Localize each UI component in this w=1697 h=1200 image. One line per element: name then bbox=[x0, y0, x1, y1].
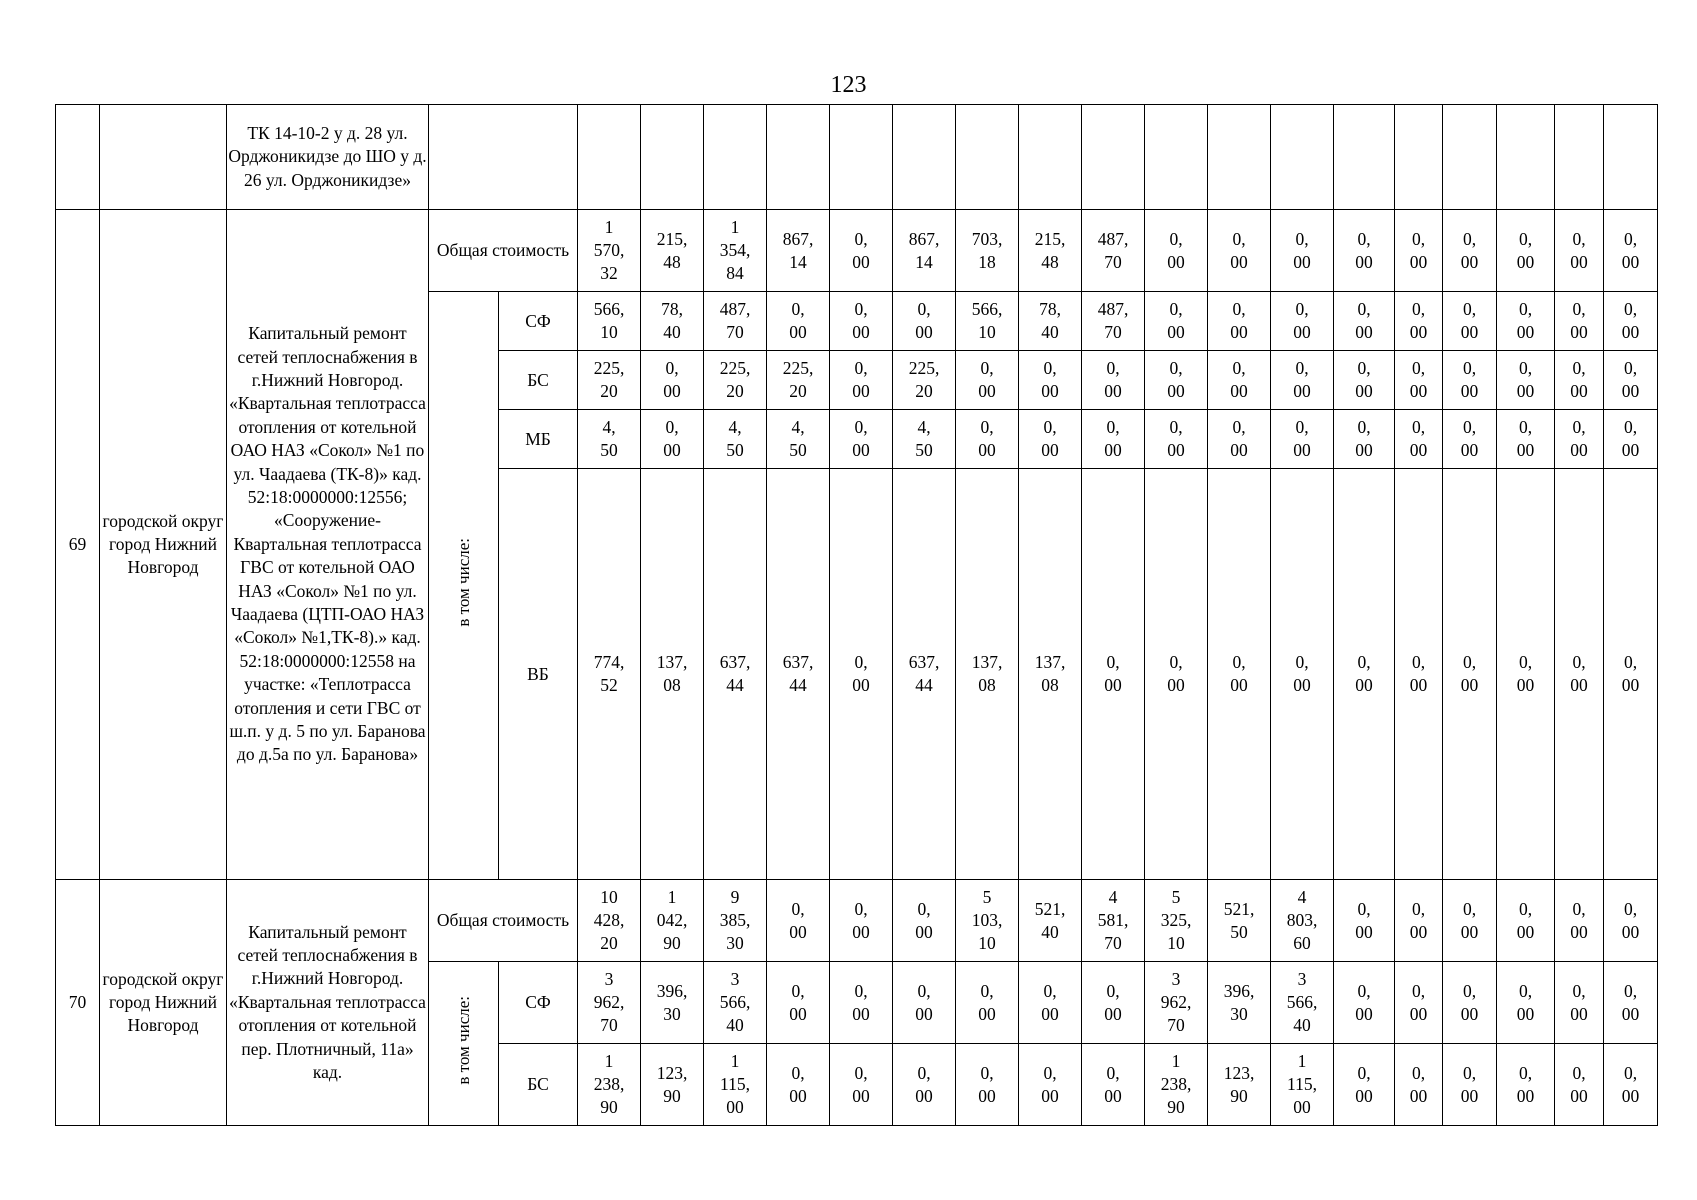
value-cell bbox=[1019, 105, 1082, 210]
value-cell: 0, 00 bbox=[1555, 351, 1604, 410]
value-cell: 0, 00 bbox=[830, 1044, 893, 1126]
value-cell: 867, 14 bbox=[893, 210, 956, 292]
value-cell: 0, 00 bbox=[1497, 210, 1555, 292]
value-cell: 0, 00 bbox=[1604, 469, 1658, 880]
value-cell: 1 238, 90 bbox=[1145, 1044, 1208, 1126]
value-cell: 487, 70 bbox=[1082, 210, 1145, 292]
value-cell: 0, 00 bbox=[1604, 1044, 1658, 1126]
value-cell: 0, 00 bbox=[1082, 469, 1145, 880]
value-cell: 0, 00 bbox=[641, 351, 704, 410]
value-cell: 0, 00 bbox=[1019, 410, 1082, 469]
value-cell: 5 325, 10 bbox=[1145, 880, 1208, 962]
value-cell: 215, 48 bbox=[1019, 210, 1082, 292]
value-cell: 0, 00 bbox=[830, 292, 893, 351]
value-cell: 5 103, 10 bbox=[956, 880, 1019, 962]
value-cell: 0, 00 bbox=[1395, 210, 1443, 292]
row-number-cell: 70 bbox=[56, 880, 100, 1126]
funding-source-code: МБ bbox=[499, 410, 578, 469]
value-cell: 0, 00 bbox=[1334, 469, 1395, 880]
value-cell: 637, 44 bbox=[767, 469, 830, 880]
in-total-label: в том числе: bbox=[454, 996, 473, 1085]
municipality-cell bbox=[100, 105, 227, 210]
value-cell: 0, 00 bbox=[1555, 880, 1604, 962]
value-cell: 225, 20 bbox=[767, 351, 830, 410]
value-cell: 0, 00 bbox=[1443, 1044, 1497, 1126]
value-cell: 0, 00 bbox=[1145, 351, 1208, 410]
total-cost-label: Общая стоимость bbox=[429, 880, 578, 962]
value-cell: 4, 50 bbox=[578, 410, 641, 469]
value-cell: 0, 00 bbox=[1497, 1044, 1555, 1126]
value-cell: 867, 14 bbox=[767, 210, 830, 292]
value-cell: 4, 50 bbox=[893, 410, 956, 469]
value-cell: 225, 20 bbox=[893, 351, 956, 410]
value-cell: 0, 00 bbox=[767, 1044, 830, 1126]
value-cell: 566, 10 bbox=[578, 292, 641, 351]
value-cell bbox=[893, 105, 956, 210]
funding-source-code: ВБ bbox=[499, 469, 578, 880]
value-cell: 0, 00 bbox=[1271, 410, 1334, 469]
row-number-cell bbox=[56, 105, 100, 210]
value-cell: 9 385, 30 bbox=[704, 880, 767, 962]
financing-table bbox=[55, 104, 1658, 1126]
value-cell: 0, 00 bbox=[1271, 292, 1334, 351]
value-cell: 123, 90 bbox=[1208, 1044, 1271, 1126]
description-cell: ТК 14-10-2 у д. 28 ул. Орджоникидзе до ШО у д. 26 ул. Орджоникидзе» bbox=[227, 105, 429, 210]
value-cell: 0, 00 bbox=[1395, 1044, 1443, 1126]
value-cell: 0, 00 bbox=[1145, 292, 1208, 351]
value-cell: 0, 00 bbox=[830, 962, 893, 1044]
value-cell bbox=[641, 105, 704, 210]
funding-source-code: СФ bbox=[499, 292, 578, 351]
value-cell: 0, 00 bbox=[1208, 469, 1271, 880]
value-cell: 0, 00 bbox=[1443, 962, 1497, 1044]
value-cell: 0, 00 bbox=[956, 1044, 1019, 1126]
value-cell: 225, 20 bbox=[578, 351, 641, 410]
value-cell: 0, 00 bbox=[1334, 351, 1395, 410]
value-cell: 637, 44 bbox=[893, 469, 956, 880]
value-cell: 0, 00 bbox=[956, 351, 1019, 410]
value-cell: 0, 00 bbox=[1604, 210, 1658, 292]
value-cell: 0, 00 bbox=[1395, 962, 1443, 1044]
value-cell: 0, 00 bbox=[1145, 469, 1208, 880]
value-cell bbox=[1604, 105, 1658, 210]
value-cell: 774, 52 bbox=[578, 469, 641, 880]
in-total-label: в том числе: bbox=[454, 538, 473, 627]
value-cell: 4 803, 60 bbox=[1271, 880, 1334, 962]
value-cell: 0, 00 bbox=[1395, 880, 1443, 962]
value-cell: 0, 00 bbox=[1208, 410, 1271, 469]
value-cell: 3 962, 70 bbox=[1145, 962, 1208, 1044]
value-cell: 4 581, 70 bbox=[1082, 880, 1145, 962]
value-cell: 0, 00 bbox=[1271, 469, 1334, 880]
value-cell: 0, 00 bbox=[1334, 210, 1395, 292]
value-cell bbox=[1208, 105, 1271, 210]
value-cell: 0, 00 bbox=[1208, 210, 1271, 292]
value-cell: 0, 00 bbox=[1019, 1044, 1082, 1126]
value-cell: 3 566, 40 bbox=[1271, 962, 1334, 1044]
value-cell: 0, 00 bbox=[1497, 410, 1555, 469]
table-row bbox=[56, 105, 1658, 210]
value-cell bbox=[830, 105, 893, 210]
value-cell: 1 238, 90 bbox=[578, 1044, 641, 1126]
value-cell: 521, 50 bbox=[1208, 880, 1271, 962]
value-cell: 0, 00 bbox=[1145, 210, 1208, 292]
value-cell bbox=[1271, 105, 1334, 210]
value-cell: 123, 90 bbox=[641, 1044, 704, 1126]
value-cell: 396, 30 bbox=[1208, 962, 1271, 1044]
value-cell bbox=[1145, 105, 1208, 210]
value-cell: 0, 00 bbox=[1555, 292, 1604, 351]
value-cell: 0, 00 bbox=[1395, 292, 1443, 351]
value-cell: 0, 00 bbox=[1334, 410, 1395, 469]
value-cell: 1 115, 00 bbox=[704, 1044, 767, 1126]
value-cell: 0, 00 bbox=[1208, 351, 1271, 410]
value-cell: 0, 00 bbox=[830, 469, 893, 880]
in-total-label-cell bbox=[429, 292, 499, 880]
value-cell: 0, 00 bbox=[1271, 351, 1334, 410]
value-cell: 1 042, 90 bbox=[641, 880, 704, 962]
value-cell: 0, 00 bbox=[1334, 292, 1395, 351]
total-cost-label: Общая стоимость bbox=[429, 210, 578, 292]
value-cell: 3 962, 70 bbox=[578, 962, 641, 1044]
value-cell bbox=[1082, 105, 1145, 210]
value-cell bbox=[767, 105, 830, 210]
value-cell: 0, 00 bbox=[1497, 469, 1555, 880]
value-cell: 0, 00 bbox=[893, 292, 956, 351]
value-cell: 0, 00 bbox=[1019, 351, 1082, 410]
value-cell: 0, 00 bbox=[1555, 962, 1604, 1044]
row-number-cell: 69 bbox=[56, 210, 100, 880]
value-cell bbox=[1443, 105, 1497, 210]
value-cell: 0, 00 bbox=[1395, 469, 1443, 880]
value-cell: 4, 50 bbox=[704, 410, 767, 469]
value-cell: 0, 00 bbox=[1497, 962, 1555, 1044]
value-cell: 566, 10 bbox=[956, 292, 1019, 351]
value-cell: 0, 00 bbox=[1497, 292, 1555, 351]
value-cell bbox=[1395, 105, 1443, 210]
value-cell: 0, 00 bbox=[1604, 351, 1658, 410]
value-cell: 0, 00 bbox=[1497, 880, 1555, 962]
value-cell: 0, 00 bbox=[830, 210, 893, 292]
municipality-cell: городской округ город Нижний Новгород bbox=[100, 210, 227, 880]
value-cell: 0, 00 bbox=[1145, 410, 1208, 469]
value-cell: 0, 00 bbox=[830, 351, 893, 410]
value-cell: 0, 00 bbox=[1604, 962, 1658, 1044]
value-cell: 0, 00 bbox=[1555, 469, 1604, 880]
value-cell: 215, 48 bbox=[641, 210, 704, 292]
value-cell: 521, 40 bbox=[1019, 880, 1082, 962]
value-cell: 0, 00 bbox=[1082, 410, 1145, 469]
value-cell: 0, 00 bbox=[1443, 469, 1497, 880]
value-cell: 487, 70 bbox=[704, 292, 767, 351]
value-cell: 0, 00 bbox=[767, 880, 830, 962]
value-cell: 0, 00 bbox=[1395, 351, 1443, 410]
value-cell: 0, 00 bbox=[893, 880, 956, 962]
value-cell: 0, 00 bbox=[1395, 410, 1443, 469]
funding-source-code: БС bbox=[499, 351, 578, 410]
value-cell: 78, 40 bbox=[641, 292, 704, 351]
value-cell: 1 354, 84 bbox=[704, 210, 767, 292]
funding-source-code: БС bbox=[499, 1044, 578, 1126]
in-total-label-cell bbox=[429, 962, 499, 1126]
value-cell: 487, 70 bbox=[1082, 292, 1145, 351]
value-cell: 0, 00 bbox=[1019, 962, 1082, 1044]
value-cell: 137, 08 bbox=[956, 469, 1019, 880]
value-cell: 0, 00 bbox=[1082, 1044, 1145, 1126]
value-cell: 0, 00 bbox=[893, 962, 956, 1044]
value-cell: 0, 00 bbox=[956, 962, 1019, 1044]
description-cell: Капитальный ремонт сетей теплоснабжения в г.Нижний Новгород. «Квартальная теплотрасса отопления от котельной пер. Плотничный, 11а» кад. bbox=[227, 880, 429, 1126]
value-cell: 0, 00 bbox=[1334, 1044, 1395, 1126]
value-cell: 225, 20 bbox=[704, 351, 767, 410]
value-cell: 0, 00 bbox=[1443, 210, 1497, 292]
value-cell bbox=[1497, 105, 1555, 210]
value-cell: 10 428, 20 bbox=[578, 880, 641, 962]
value-cell: 0, 00 bbox=[1604, 880, 1658, 962]
value-cell: 0, 00 bbox=[1604, 292, 1658, 351]
value-cell: 1 570, 32 bbox=[578, 210, 641, 292]
value-cell: 0, 00 bbox=[893, 1044, 956, 1126]
value-cell: 3 566, 40 bbox=[704, 962, 767, 1044]
value-cell: 0, 00 bbox=[1082, 962, 1145, 1044]
value-cell: 0, 00 bbox=[830, 410, 893, 469]
value-cell: 703, 18 bbox=[956, 210, 1019, 292]
value-cell bbox=[704, 105, 767, 210]
table-row bbox=[56, 880, 1658, 962]
value-cell: 0, 00 bbox=[1443, 410, 1497, 469]
value-cell: 0, 00 bbox=[1555, 410, 1604, 469]
value-cell: 0, 00 bbox=[1555, 1044, 1604, 1126]
value-cell bbox=[1555, 105, 1604, 210]
value-cell: 0, 00 bbox=[1604, 410, 1658, 469]
value-cell: 4, 50 bbox=[767, 410, 830, 469]
value-cell: 0, 00 bbox=[1497, 351, 1555, 410]
value-cell: 137, 08 bbox=[641, 469, 704, 880]
value-cell: 1 115, 00 bbox=[1271, 1044, 1334, 1126]
page-number: 123 bbox=[830, 72, 867, 98]
value-cell: 0, 00 bbox=[1334, 962, 1395, 1044]
value-cell bbox=[956, 105, 1019, 210]
value-cell bbox=[1334, 105, 1395, 210]
value-cell: 0, 00 bbox=[1555, 210, 1604, 292]
value-cell: 78, 40 bbox=[1019, 292, 1082, 351]
value-cell: 0, 00 bbox=[1443, 351, 1497, 410]
cost-label-cell bbox=[429, 105, 578, 210]
value-cell bbox=[578, 105, 641, 210]
value-cell: 0, 00 bbox=[1443, 880, 1497, 962]
value-cell: 396, 30 bbox=[641, 962, 704, 1044]
funding-source-code: СФ bbox=[499, 962, 578, 1044]
value-cell: 0, 00 bbox=[1271, 210, 1334, 292]
value-cell: 0, 00 bbox=[641, 410, 704, 469]
value-cell: 0, 00 bbox=[1208, 292, 1271, 351]
value-cell: 0, 00 bbox=[767, 292, 830, 351]
value-cell: 0, 00 bbox=[1443, 292, 1497, 351]
value-cell: 0, 00 bbox=[1082, 351, 1145, 410]
value-cell: 0, 00 bbox=[1334, 880, 1395, 962]
value-cell: 0, 00 bbox=[956, 410, 1019, 469]
value-cell: 0, 00 bbox=[830, 880, 893, 962]
description-cell: Капитальный ремонт сетей теплоснабжения в г.Нижний Новгород. «Квартальная теплотрасса отопления от котельной ОАО НАЗ «Сокол» №1 по ул. Чаадаева (ТК-8)» кад. 52:18:0000000:12556; «Сооружение-Квартальная теплотрасса ГВС от котельной ОАО НАЗ «Сокол» №1 по ул. Чаадаева (ЦТП-ОАО НАЗ «Сокол» №1,ТК-8).» кад. 52:18:0000000:12558 на участке: «Теплотрасса отопления и сети ГВС от ш.п. у д. 5 по ул. Баранова до д.5а по ул. Баранова» bbox=[227, 210, 429, 880]
municipality-cell: городской округ город Нижний Новгород bbox=[100, 880, 227, 1126]
value-cell: 137, 08 bbox=[1019, 469, 1082, 880]
table-row bbox=[56, 210, 1658, 292]
value-cell: 0, 00 bbox=[767, 962, 830, 1044]
value-cell: 637, 44 bbox=[704, 469, 767, 880]
